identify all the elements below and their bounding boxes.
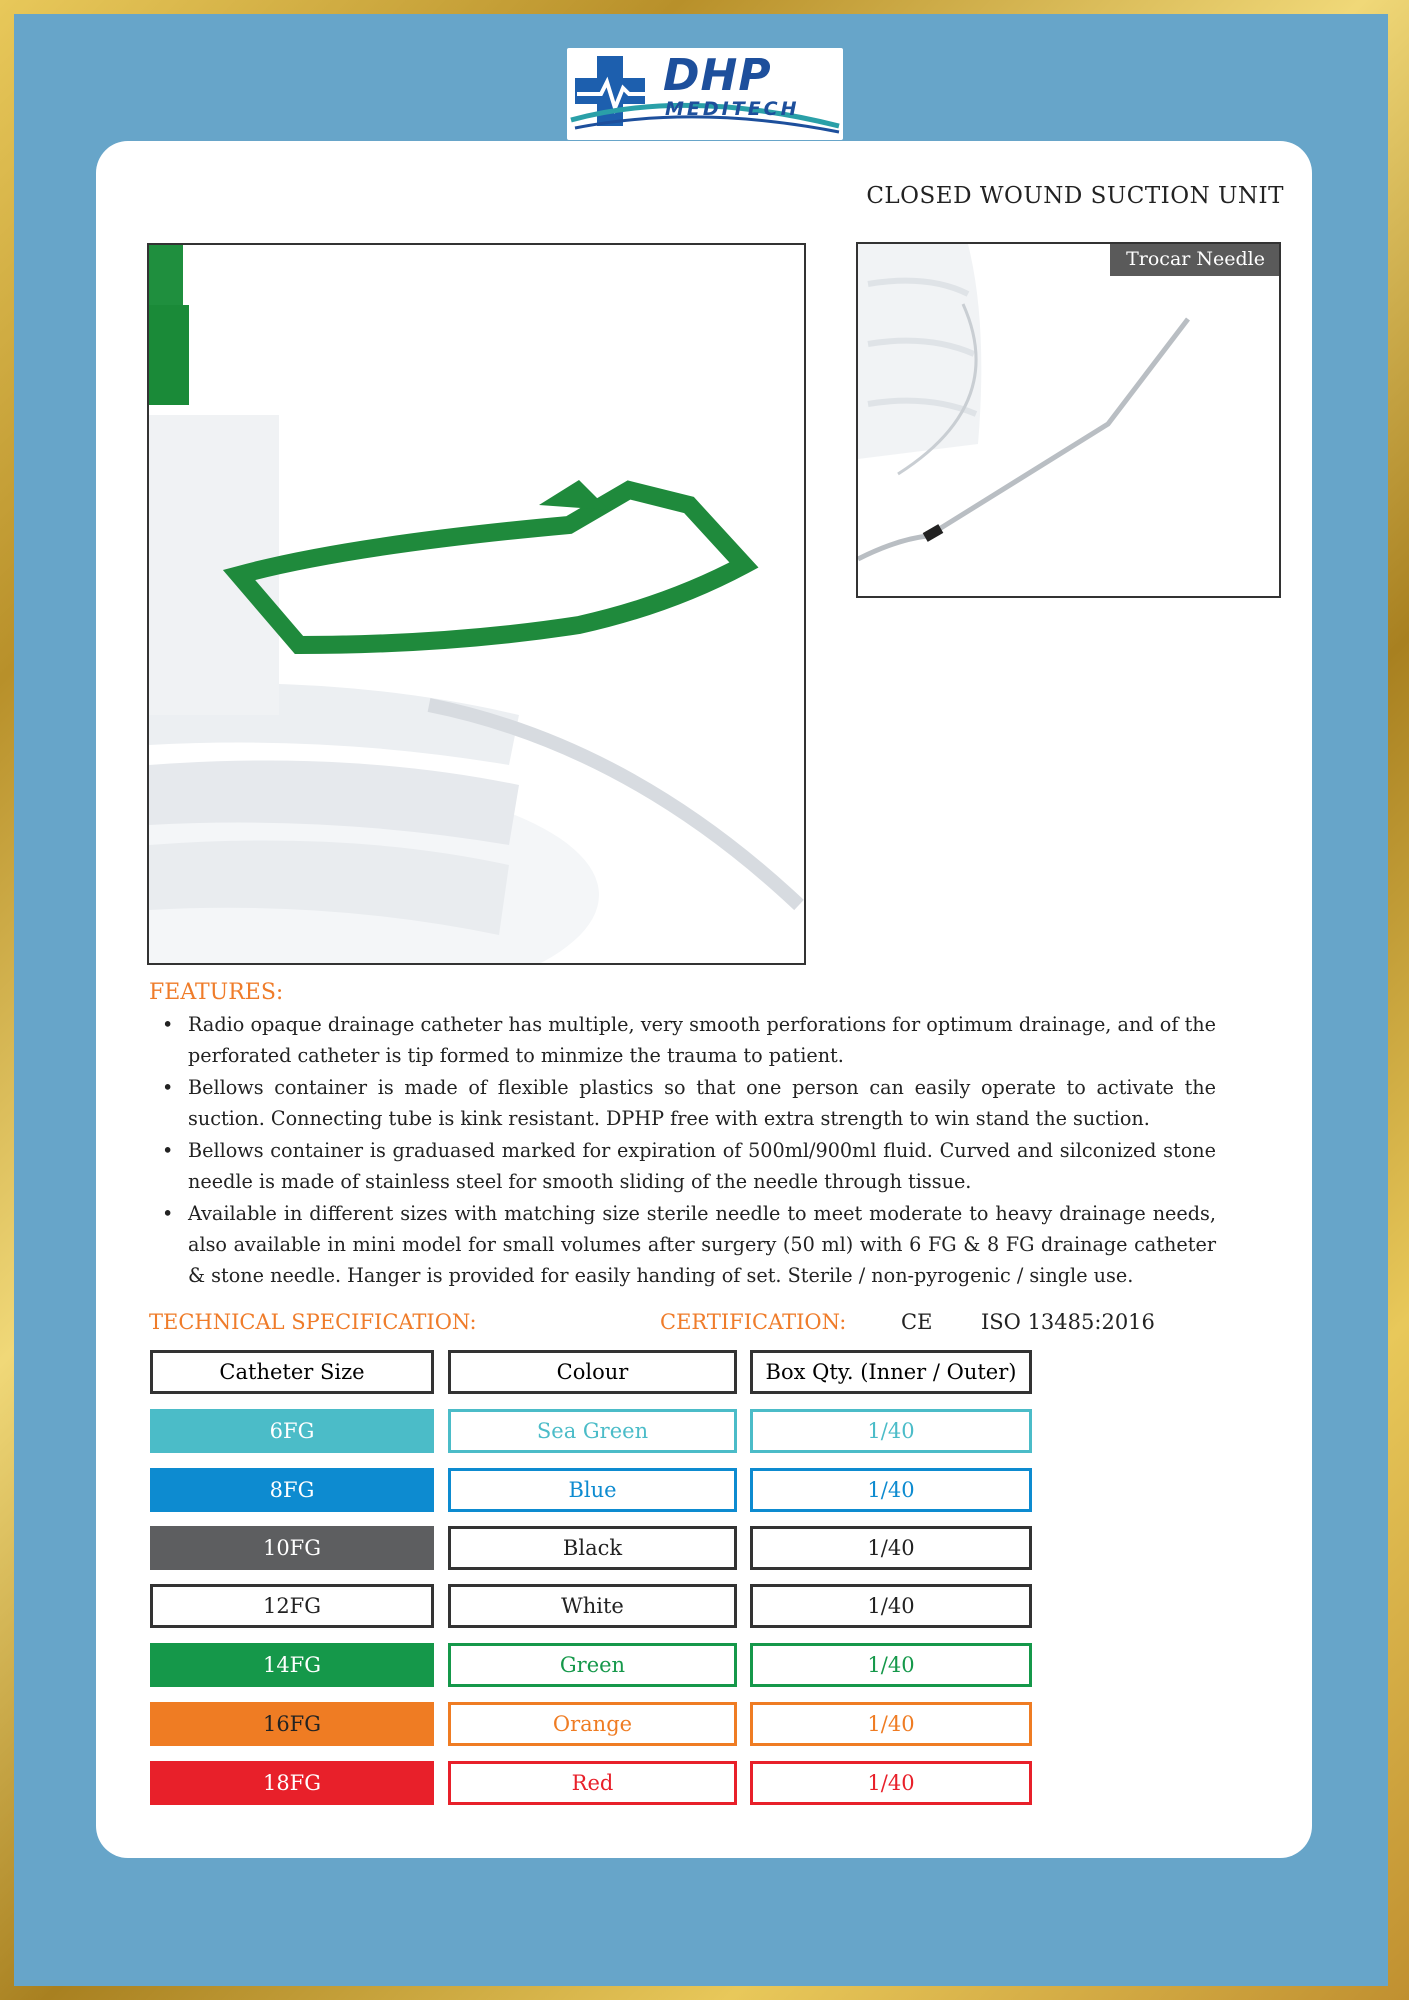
row-qty-cell: 1/40 xyxy=(750,1468,1032,1512)
certification-heading: CERTIFICATION: xyxy=(660,1310,847,1334)
trocar-needle-label: Trocar Needle xyxy=(1110,244,1279,276)
row-qty-cell: 1/40 xyxy=(750,1526,1032,1570)
logo-text-meditech: MEDITECH xyxy=(665,98,800,120)
row-size-cell: 14FG xyxy=(150,1643,434,1687)
trocar-needle-photo xyxy=(856,242,1281,598)
row-colour-cell: Green xyxy=(448,1643,737,1687)
row-size-cell: 6FG xyxy=(150,1409,434,1453)
header-colour: Colour xyxy=(448,1350,737,1394)
row-colour-cell: Blue xyxy=(448,1468,737,1512)
header-catheter-size: Catheter Size xyxy=(150,1350,434,1394)
row-size-cell: 8FG xyxy=(150,1468,434,1512)
row-colour-cell: Black xyxy=(448,1526,737,1570)
row-size-cell: 18FG xyxy=(150,1761,434,1805)
logo-text-dhp: DHP xyxy=(663,50,772,101)
page-title: CLOSED WOUND SUCTION UNIT xyxy=(866,183,1284,209)
row-colour-cell: Red xyxy=(448,1761,737,1805)
company-logo xyxy=(567,48,843,140)
content-card xyxy=(96,141,1312,1858)
features-list xyxy=(158,1009,1216,1292)
suction-unit-illustration xyxy=(149,245,804,963)
row-size-cell: 12FG xyxy=(150,1584,434,1628)
row-qty-cell: 1/40 xyxy=(750,1702,1032,1746)
row-qty-cell: 1/40 xyxy=(750,1584,1032,1628)
technical-specification-heading: TECHNICAL SPECIFICATION: xyxy=(149,1310,477,1334)
certification-iso: ISO 13485:2016 xyxy=(981,1310,1155,1334)
row-colour-cell: White xyxy=(448,1584,737,1628)
trocar-needle-illustration xyxy=(858,244,1279,596)
feature-item: • Available in different sizes with matching size sterile needle to meet moderate to heavy drainage needs, also available in mini model for small volumes after surgery (50 ml) with 6 FG & 8 FG drainage catheter & stone needle. Hanger is provided for easily handing of set. Sterile / non-pyrogenic / single use. xyxy=(158,1198,1216,1291)
row-colour-cell: Sea Green xyxy=(448,1409,737,1453)
row-qty-cell: 1/40 xyxy=(750,1761,1032,1805)
row-colour-cell: Orange xyxy=(448,1702,737,1746)
row-size-cell: 10FG xyxy=(150,1526,434,1570)
certification-ce: CE xyxy=(901,1310,933,1334)
feature-item: • Bellows container is made of flexible plastics so that one person can easily operate to activate the suction. Connecting tube is kink resistant. DPHP free with extra strength to win stand the suction. xyxy=(158,1072,1216,1134)
feature-item: • Radio opaque drainage catheter has multiple, very smooth perforations for optimum drainage, and of the perforated catheter is tip formed to minmize the trauma to patient. xyxy=(158,1009,1216,1071)
row-qty-cell: 1/40 xyxy=(750,1643,1032,1687)
features-heading: FEATURES: xyxy=(149,980,284,1005)
product-photo xyxy=(147,243,806,965)
header-box-qty: Box Qty. (Inner / Outer) xyxy=(750,1350,1032,1394)
row-qty-cell: 1/40 xyxy=(750,1409,1032,1453)
row-size-cell: 16FG xyxy=(150,1702,434,1746)
feature-item: • Bellows container is graduased marked for expiration of 500ml/900ml fluid. Curved and silconized stone needle is made of stainless steel for smooth sliding of the needle through tissue. xyxy=(158,1135,1216,1197)
